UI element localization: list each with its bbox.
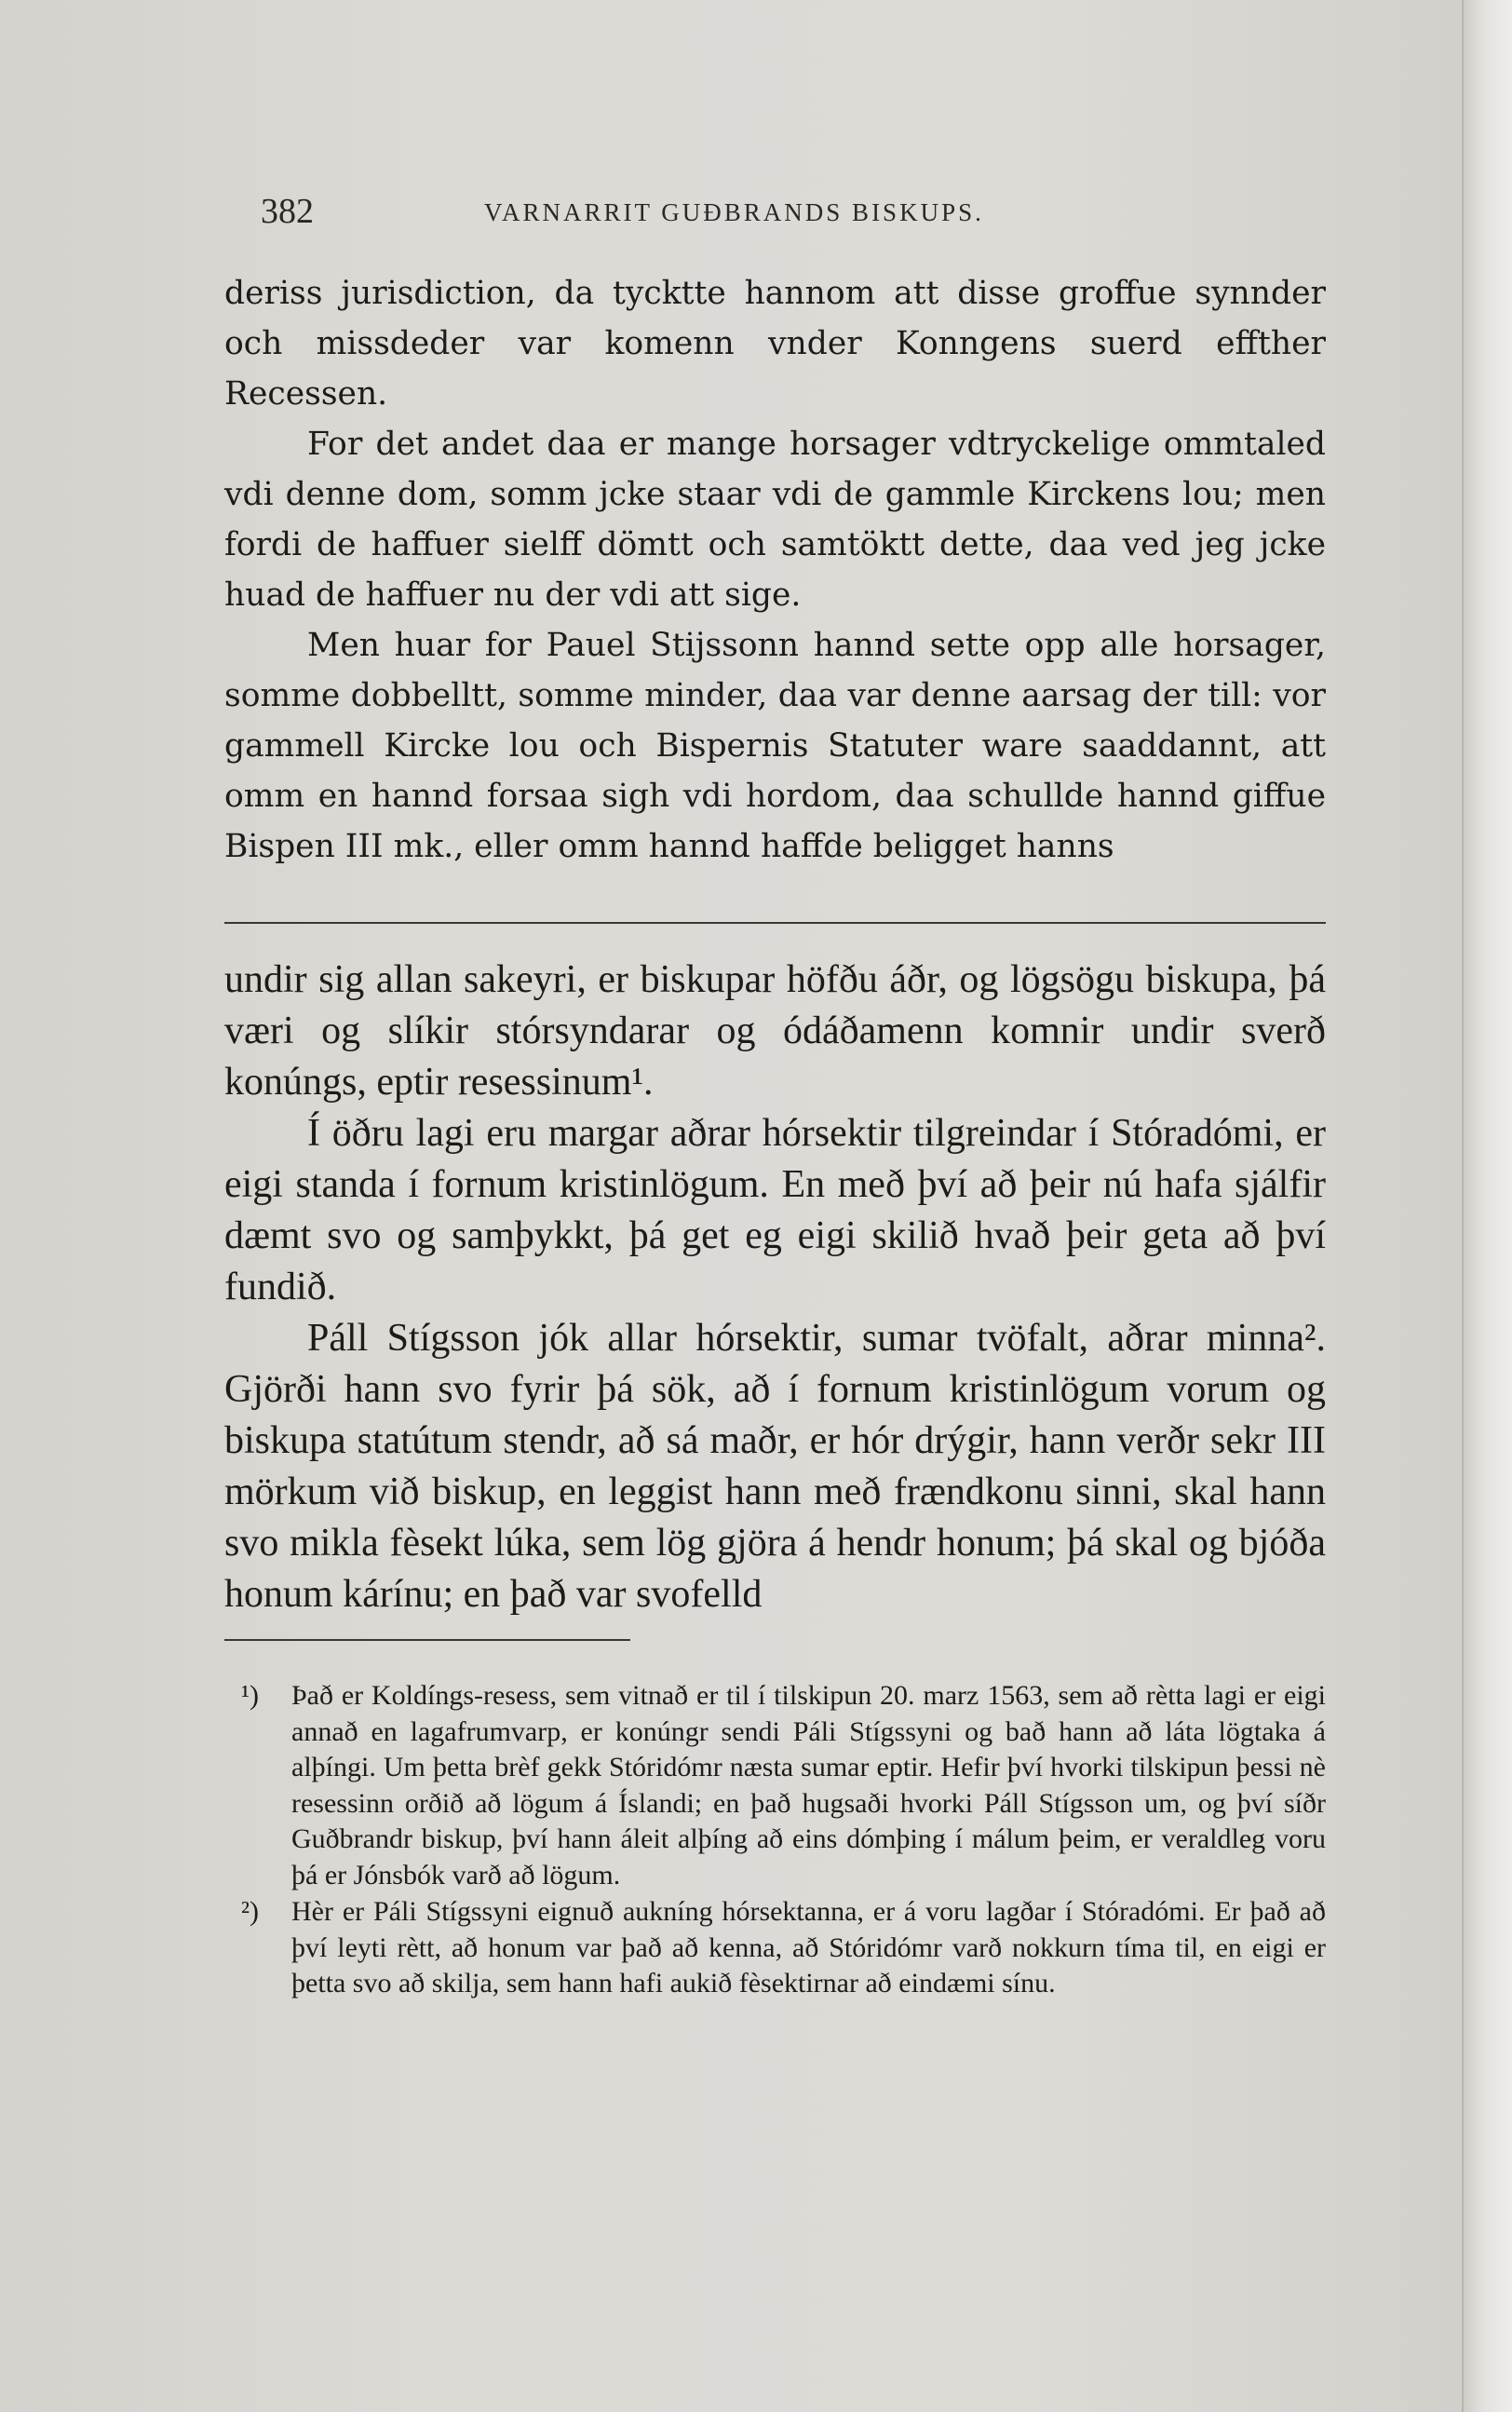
footnote-1 <box>224 1678 1326 1893</box>
page-header <box>228 191 1355 243</box>
danish-text <box>224 268 1326 872</box>
danish-paragraph: Men huar for Pauel Stijssonn hannd sette opp alle horsager, somme dobbelltt, somme minder, daa var denne aarsag der till: vor gammell Kircke lou och Bispernis Statuter ware saaddannt, att omm en hannd forsaa sigh vdi hordom, daa schullde hannd giffue Bispen III mk., eller omm hannd haffde beligget hanns <box>224 627 1326 865</box>
footnote-text: Hèr er Páli Stígssyni eignuð aukníng hórsektanna, er á voru lagðar í Stóradómi. Er það að því leyti rètt, að honum var það að kenna, að Stóridómr varð nokkurn tíma til, en eigi er þetta svo að skilja, sem hann hafi aukið fèsektirnar að eindæmi sínu. <box>291 1896 1326 1999</box>
footnote-marker: ¹) <box>241 1680 259 1711</box>
icelandic-paragraph: undir sig allan sakeyri, er biskupar höfðu áðr, og lögsögu biskupa, þá væri og slíkir stórsyndarar og ódáðamenn komnir undir sverð konúngs, eptir resessinum¹. <box>224 958 1326 1104</box>
icelandic-paragraph: Í öðru lagi eru margar aðrar hórsektir tilgreindar í Stóradómi, er eigi standa í fornum kristinlögum. En með því að þeir nú hafa sjálfir dæmt svo og samþykkt, þá get eg eigi skilið hvað þeir geta að því fundið. <box>224 1112 1326 1308</box>
page-edge <box>1462 0 1512 2412</box>
footnote-rule <box>224 1639 630 1641</box>
danish-paragraph: deriss jurisdiction, da tycktte hannom att disse groffue synnder och missdeder var komenn vnder Konngens suerd effther Recessen. <box>224 275 1326 413</box>
running-head: VARNARRIT GUÐBRANDS BISKUPS. <box>484 198 984 226</box>
section-divider <box>224 922 1326 924</box>
footnote-text: Það er Koldíngs-resess, sem vitnað er til í tilskipun 20. marz 1563, sem að rètta lagi er eigi annað en lagafrumvarp, er konúngr sendi Páli Stígssyni og bað hann að láta lögtaka á alþíngi. Um þetta brèf gekk Stóridómr næsta sumar eptir. Hefir því hvorki tilskipun þessi nè resessinn orðið að lögum á Íslandi; en það hugsaði hvorki Páll Stígsson um, og því síðr Guðbrandr biskup, því hann áleit alþíng að eins dómþing í málum þeim, er veraldleg voru þá er Jónsbók varð að lögum. <box>291 1680 1326 1890</box>
footnotes <box>224 1678 1326 2002</box>
page-number: 382 <box>261 192 314 231</box>
icelandic-paragraph: Páll Stígsson jók allar hórsektir, sumar tvöfalt, aðrar minna². Gjörði hann svo fyrir þá sök, að í fornum kristinlögum vorum og biskupa statútum stendr, að sá maðr, er hór drýgir, hann verðr sekr III mörkum við biskup, en leggist hann með frændkonu sinni, skal hann svo mikla fèsekt lúka, sem lög gjöra á hendr honum; þá skal og bjóða honum kárínu; en það var svofelld <box>224 1317 1326 1616</box>
footnote-marker: ²) <box>241 1896 259 1927</box>
footnote-2 <box>224 1894 1326 2002</box>
icelandic-text <box>224 955 1326 1620</box>
danish-paragraph: For det andet daa er mange horsager vdtryckelige ommtaled vdi denne dom, somm jcke staar vdi de gammle Kirckens lou; men fordi de haffuer sielff dömtt och samtöktt dette, daa ved jeg jcke huad de haffuer nu der vdi att sige. <box>224 426 1326 614</box>
